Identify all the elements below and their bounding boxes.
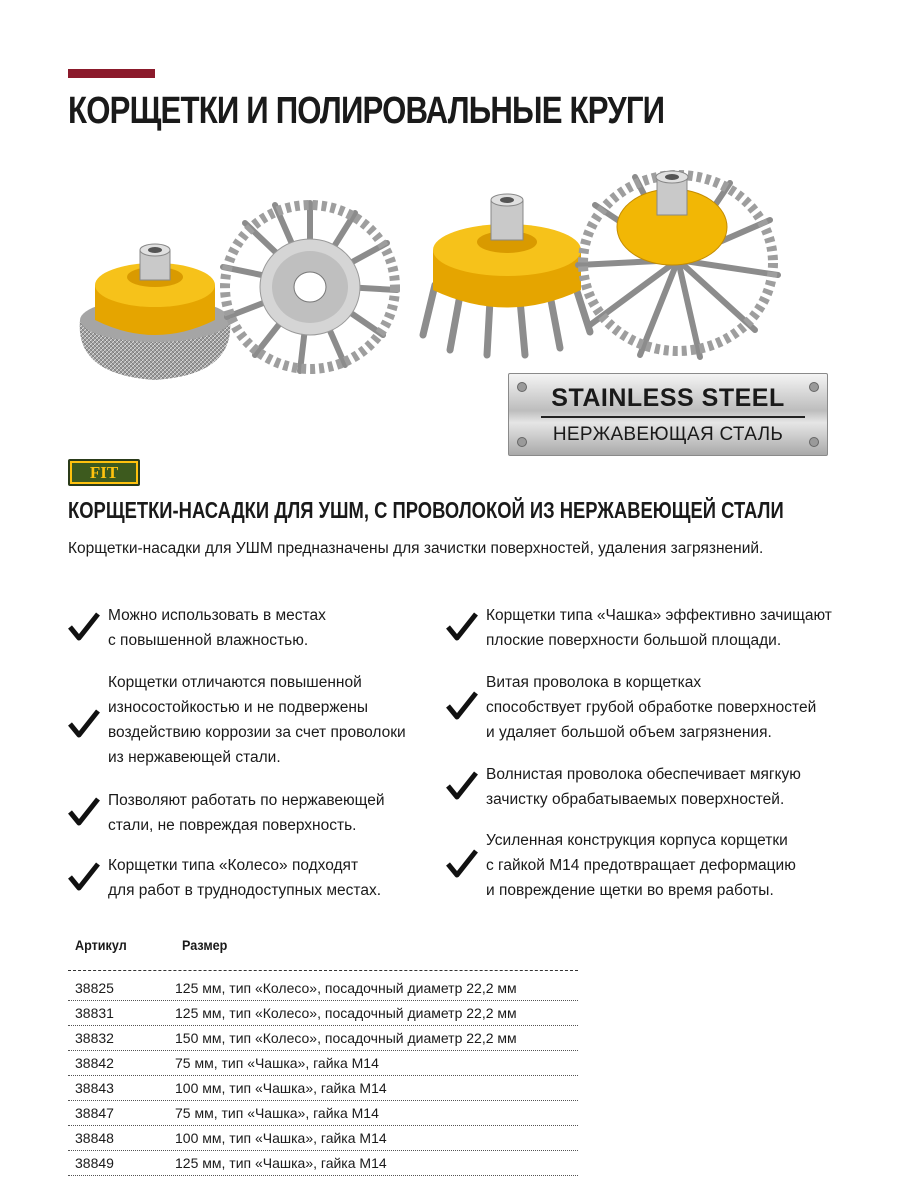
check-icon bbox=[68, 861, 100, 891]
size-cell: 100 мм, тип «Чашка», гайка М14 bbox=[175, 1080, 387, 1096]
check-icon bbox=[446, 848, 478, 878]
row-separator bbox=[68, 1000, 578, 1001]
title-accent-bar bbox=[68, 69, 155, 78]
check-icon bbox=[446, 611, 478, 641]
article-cell: 38848 bbox=[75, 1130, 114, 1146]
plate-rule bbox=[541, 416, 805, 418]
plate-line-english: STAINLESS STEEL bbox=[551, 384, 785, 412]
article-cell: 38832 bbox=[75, 1030, 114, 1046]
fit-logo bbox=[68, 459, 140, 486]
table-header-size: Размер bbox=[182, 937, 228, 953]
table-header-article: Артикул bbox=[75, 937, 127, 953]
row-separator bbox=[68, 1050, 578, 1051]
size-cell: 125 мм, тип «Чашка», гайка М14 bbox=[175, 1155, 387, 1171]
wheel-brush-yellow-hub-image bbox=[570, 165, 785, 365]
stainless-steel-plate bbox=[508, 373, 828, 456]
row-separator bbox=[68, 1125, 578, 1126]
size-cell: 100 мм, тип «Чашка», гайка М14 bbox=[175, 1130, 387, 1146]
plate-line-russian: НЕРЖАВЕЮЩАЯ СТАЛЬ bbox=[552, 424, 784, 445]
row-separator bbox=[68, 1075, 578, 1076]
article-cell: 38825 bbox=[75, 980, 114, 996]
article-cell: 38843 bbox=[75, 1080, 114, 1096]
check-icon bbox=[446, 690, 478, 720]
row-separator bbox=[68, 1175, 578, 1176]
check-icon bbox=[68, 796, 100, 826]
check-icon bbox=[68, 611, 100, 641]
intro-text: Корщетки-насадки для УШМ предназначены для зачистки поверхностей, удаления загрязнений. bbox=[68, 540, 764, 557]
page-title: КОРЩЕТКИ И ПОЛИРОВАЛЬНЫЕ КРУГИ bbox=[68, 90, 665, 132]
brand-name: FIT bbox=[89, 463, 119, 482]
article-cell: 38842 bbox=[75, 1055, 114, 1071]
article-cell: 38849 bbox=[75, 1155, 114, 1171]
article-cell: 38847 bbox=[75, 1105, 114, 1121]
section-title: КОРЩЕТКИ-НАСАДКИ ДЛЯ УШМ, С ПРОВОЛОКОЙ ИЗ НЕРЖАВЕЮЩЕЙ СТАЛИ bbox=[68, 497, 784, 523]
size-cell: 75 мм, тип «Чашка», гайка М14 bbox=[175, 1105, 379, 1121]
size-cell: 75 мм, тип «Чашка», гайка М14 bbox=[175, 1055, 379, 1071]
row-separator bbox=[68, 1025, 578, 1026]
wheel-brush-twisted-image bbox=[215, 195, 405, 375]
article-cell: 38831 bbox=[75, 1005, 114, 1021]
size-cell: 125 мм, тип «Колесо», посадочный диаметр 22,2 мм bbox=[175, 980, 517, 996]
check-icon bbox=[68, 708, 100, 738]
row-separator bbox=[68, 1150, 578, 1151]
row-separator bbox=[68, 1100, 578, 1101]
size-cell: 150 мм, тип «Колесо», посадочный диаметр 22,2 мм bbox=[175, 1030, 517, 1046]
size-cell: 125 мм, тип «Колесо», посадочный диаметр 22,2 мм bbox=[175, 1005, 517, 1021]
check-icon bbox=[446, 770, 478, 800]
table-top-rule bbox=[68, 970, 578, 971]
